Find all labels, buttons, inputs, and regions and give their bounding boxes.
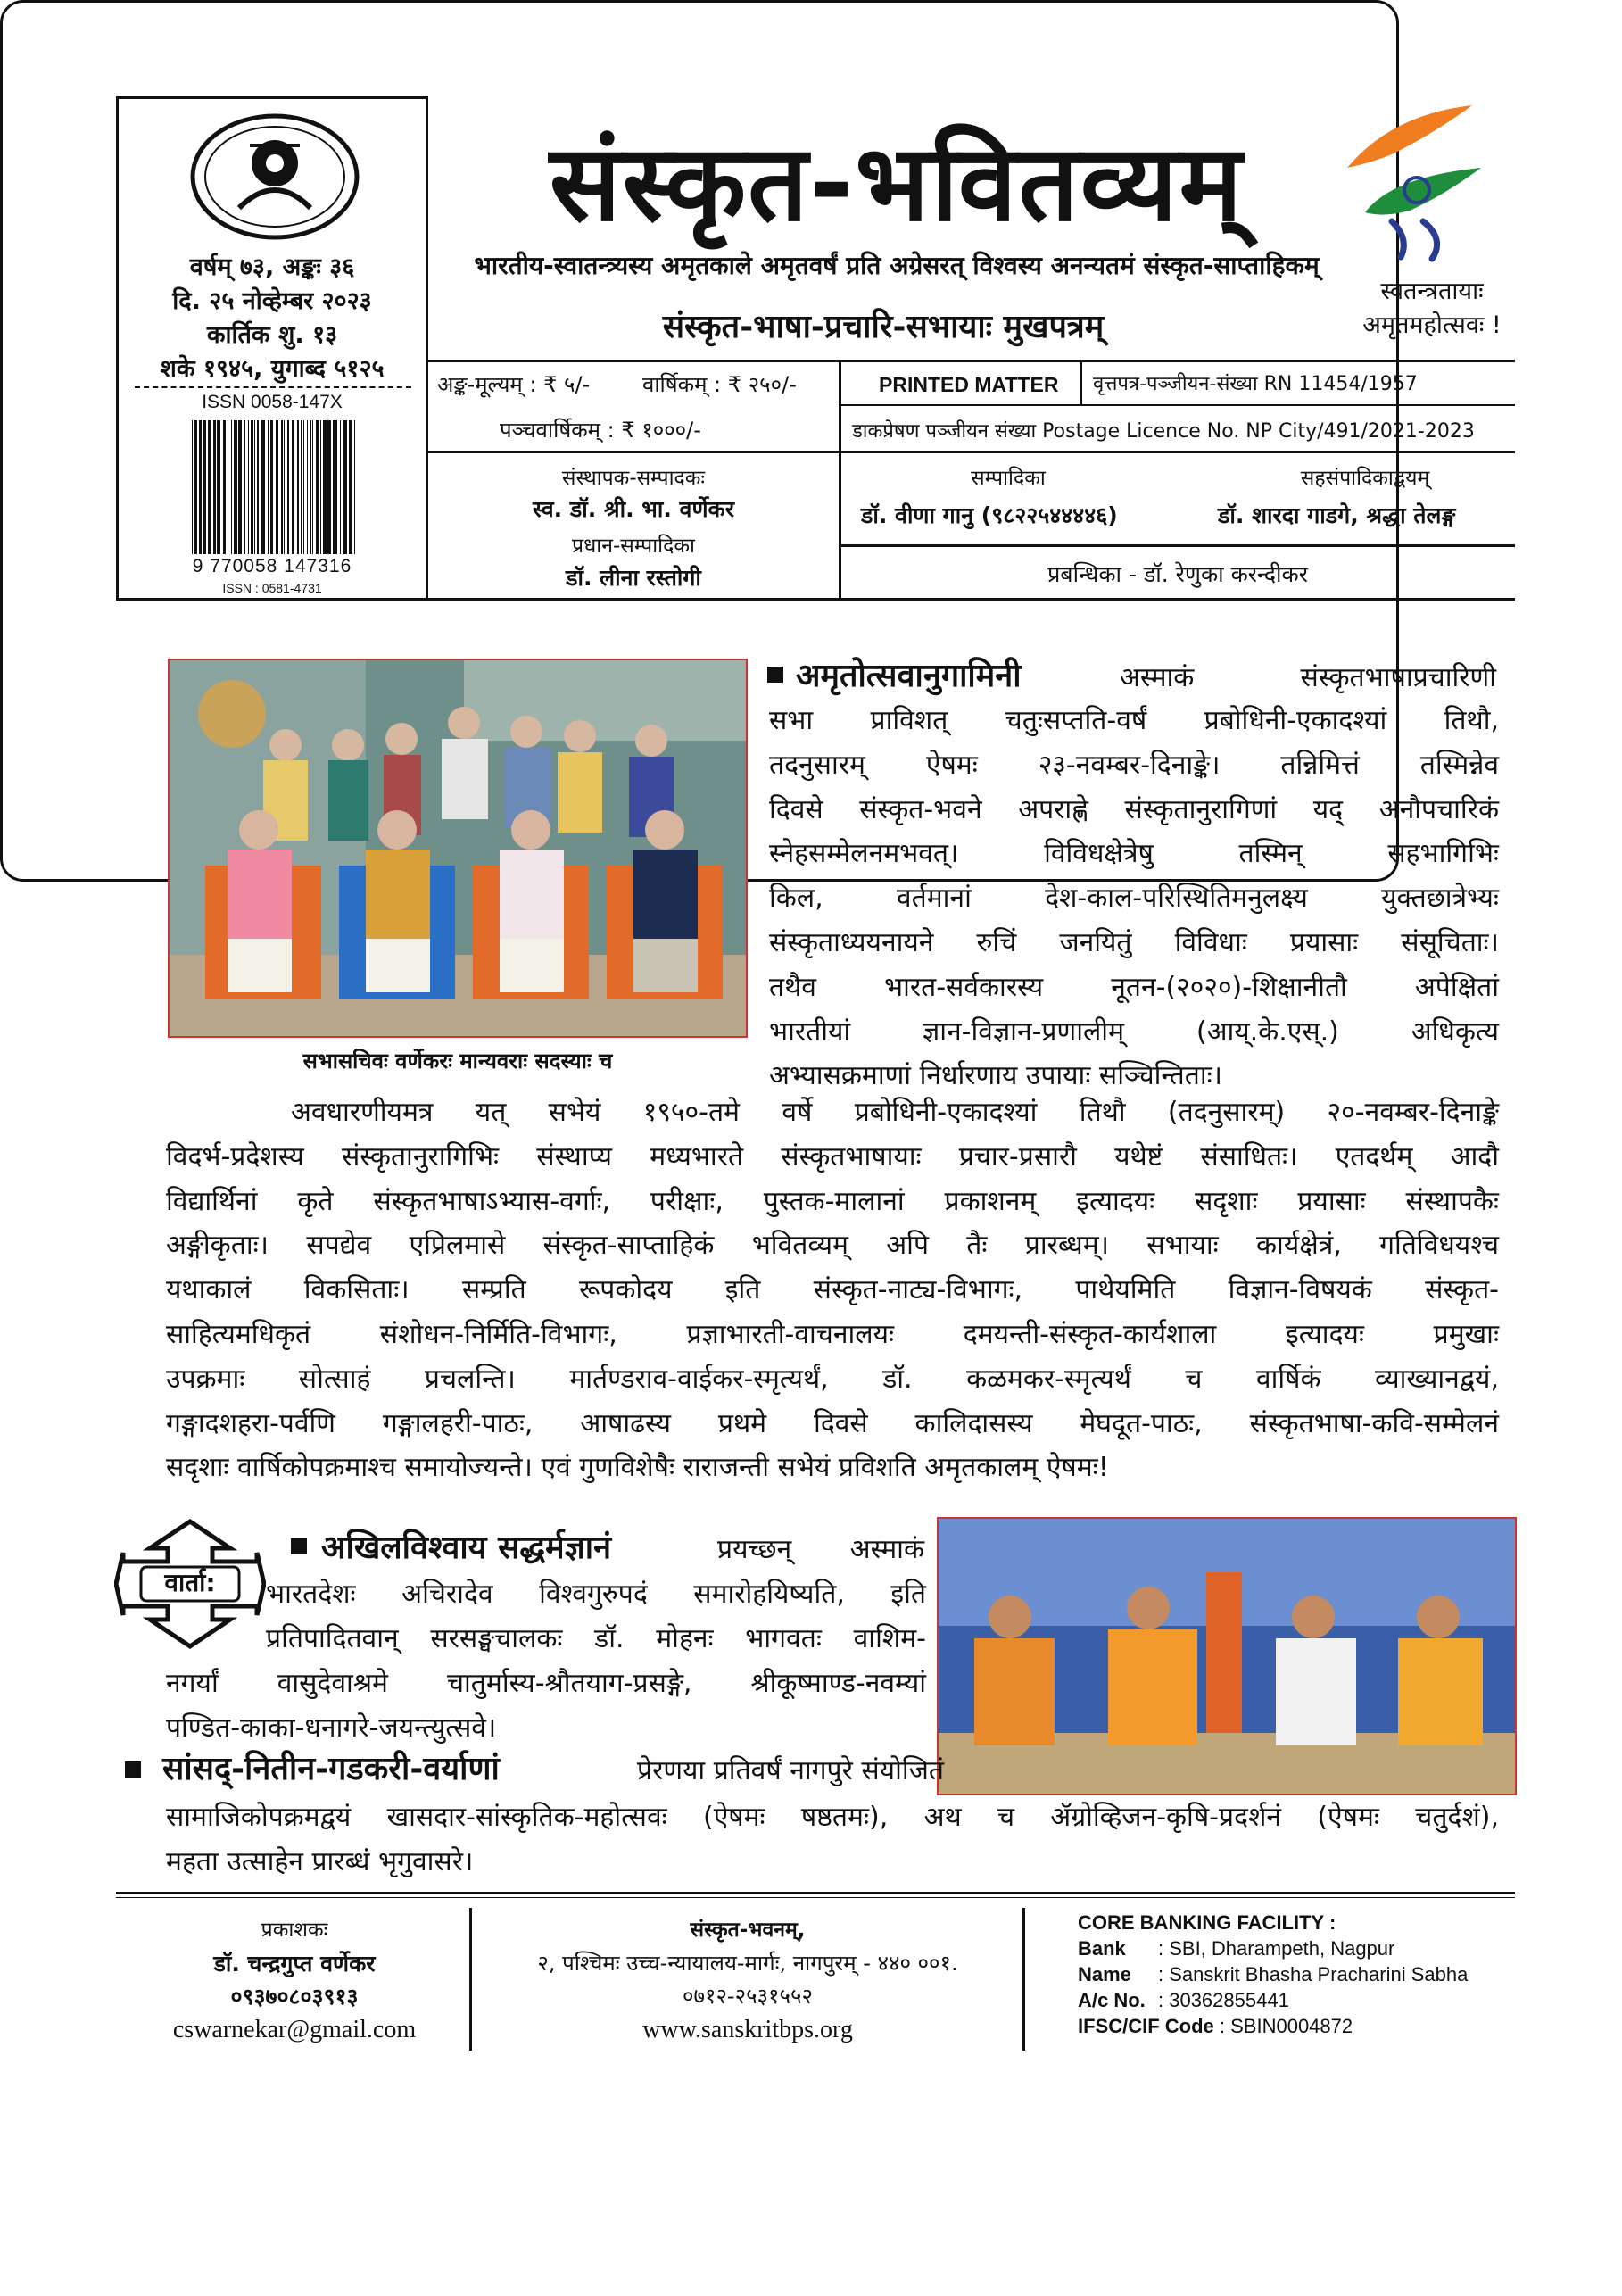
barcode-bar (301, 420, 302, 554)
bank-row (1078, 1987, 1506, 2013)
story2-text-lower (166, 1662, 926, 1751)
story1-line: भारतीयां ज्ञान-विज्ञान-प्रणालीम् (आय्.के.एस्.) अधिकृत्य (769, 1015, 1499, 1048)
story2-text-upper (266, 1572, 926, 1662)
story2-heading: अखिलविश्वाय सद्धर्मज्ञानं (321, 1529, 612, 1566)
bank-row-value: : SBIN0004872 (1219, 2015, 1353, 2037)
masthead-subtitle: भारतीय-स्वातन्त्र्यस्य अमृतकाले अमृतवर्षं प्रति अग्रेसरत् विश्वस्य अनन्यतमं संस्कृत-साप्ताहिकम् (474, 251, 1320, 280)
story2-line: पण्डित-काका-धनागरे-जयन्त्युत्सवे। (166, 1712, 497, 1744)
barcode-bar (323, 420, 327, 554)
bank-row-value: : Sanskrit Bhasha Pracharini Sabha (1158, 1963, 1469, 1985)
office-name: संस्कृत-भवनम्, (690, 1919, 806, 1942)
office-address: २, पश्चिमः उच्च-न्यायालय-मार्गः, नागपुरम् - ४४० ००१. (537, 1951, 958, 1976)
masthead-title: संस्कृत-भवितव्यम् (549, 121, 1245, 245)
flag-caption (1329, 275, 1535, 343)
barcode-bar (192, 420, 193, 554)
postal-registration: डाकप्रेषण पञ्जीयन संख्या Postage Licence No. NP City/491/2021-2023 (852, 420, 1475, 443)
bullet-square-icon (767, 667, 783, 683)
varta-badge (114, 1517, 266, 1651)
barcode-icon (190, 420, 360, 554)
story1-para2 (166, 1090, 1499, 1490)
barcode-bar (335, 420, 337, 554)
story1-para2-line: गङ्गादशहरा-पर्वणि गङ्गालहरी-पाठः, आषाढस्य प्रथमे दिवसे कालिदासस्य मेघदूत-पाठः, संस्कृतभाषा-कवि-सम्मेलनं (166, 1407, 1499, 1439)
flag-caption-line1: स्वतन्त्रतायाः (1380, 278, 1484, 305)
manager: प्रबन्धिका - डॉ. रेणुका करन्दीकर (1047, 561, 1308, 587)
grid-line (428, 360, 1515, 362)
footer-divider (469, 1908, 472, 2051)
barcode-bar (297, 420, 299, 554)
story1-line: स्नेहसम्मेलनमभवत्। विविधक्षेत्रेषु तस्मिन् सहभागिभिः (769, 838, 1499, 870)
barcode-bar (257, 420, 259, 554)
barcode-digits: 9 770058 147316 (192, 556, 352, 576)
founder-label: संस्थापक-सम्पादकः (561, 467, 706, 490)
story1-line: संस्कृताध्ययनायने रुचिं जनयितुं विविधाः प्रयासाः संसूचिताः। (769, 926, 1499, 958)
footer-top-rule (116, 1892, 1515, 1894)
barcode-bar (292, 420, 294, 554)
barcode-bar (281, 420, 283, 554)
bank-row-value: : SBI, Dharampeth, Nagpur (1158, 1937, 1395, 1960)
barcode-bar (343, 420, 347, 554)
barcode-bar (354, 420, 355, 554)
barcode-bar (254, 420, 255, 554)
story3-headline-row (116, 1749, 1515, 1794)
story1-para2-line: विद्यार्थिनां कृते संस्कृतभाषाऽभ्यास-वर्गाः, परीक्षाः, पुस्तक-मालानां प्रकाशनम् इत्यादयः सदृशाः प्रयासाः संस्थापकैः (166, 1185, 1499, 1217)
publisher-phone: ०९३७०८०३९१३ (230, 1984, 359, 2010)
annual-price: वार्षिकम् : ₹ २५०/- (642, 372, 797, 397)
story1-para2-line: उपक्रमाः सोत्साहं प्रचलन्ति। मार्तण्डराव-वाईकर-स्मृत्यर्थं, डॉ. कळमकर-स्मृत्यर्थं च वार्षिकं व्याख्यानद्वयं, (166, 1363, 1499, 1395)
barcode-bar (261, 420, 265, 554)
office-phone: ०७१२-२५३१५५२ (683, 1984, 813, 2009)
barcode-bar (276, 420, 278, 554)
editor-label: सम्पादिका (971, 467, 1046, 490)
bank-row-value: : 30362855441 (1158, 1989, 1289, 2011)
barcode-bar (248, 420, 249, 554)
issn-bottom: ISSN : 0581-4731 (222, 581, 322, 595)
office-block (482, 1914, 1014, 2046)
barcode-bar (217, 420, 220, 554)
barcode-bar (303, 420, 304, 554)
story1-line: तथैव भारत-सर्वकारस्य नूतन-(२०२०)-शिक्षानीतौ अपेक्षितां (769, 971, 1499, 1003)
newspaper-registration: वृत्तपत्र-पञ्जीयन-संख्या RN 11454/1957 (1093, 373, 1418, 395)
barcode-bar (244, 420, 245, 554)
barcode-bar (316, 420, 319, 554)
footer-divider (1022, 1908, 1025, 2051)
barcode-bar (231, 420, 232, 554)
barcode-bar (327, 420, 331, 554)
story2-line: प्रतिपादितवान् सरसङ्घचालकः डॉ. मोहनः भागवतः वाशिम- (266, 1622, 926, 1654)
bank-row (1078, 2013, 1506, 2039)
story2-line: भारतदेशः अचिरादेव विश्वगुरुपदं समारोहयिष्यति, इति (266, 1579, 926, 1610)
story1-line: तदनुसारम् ऐषमः २३-नवम्बर-दिनाङ्के। तन्निमित्तं तस्मिन्नेव (769, 749, 1499, 781)
story2-headline-row (286, 1528, 928, 1572)
bank-row-key: IFSC/CIF Code (1078, 2015, 1214, 2037)
story3-line: प्रेरणया प्रतिवर्षं नागपुरे संयोजितं (637, 1755, 944, 1786)
story1-heading: अमृतोत्सवानुगामिनी (796, 658, 1022, 694)
grid-line (839, 544, 1515, 547)
office-website[interactable]: www.sanskritbps.org (642, 2016, 853, 2043)
story1-para2-line: साहित्यमधिकृतं संशोधन-निर्मिति-विभागः, प्रज्ञाभारती-वाचनालयः दमयन्ती-संस्कृत-कार्यशाला इत्यादयः प्रमुखाः (166, 1318, 1499, 1350)
footer-top-rule (116, 1897, 1515, 1898)
five-year-price: पञ्चवार्षिकम् : ₹ १०००/- (500, 418, 701, 443)
barcode-bar (236, 420, 237, 554)
story1-line: सभा प्राविशत् चतुःसप्तति-वर्षं प्रबोधिनी-एकादश्यां तिथौ, (769, 705, 1499, 736)
story3-text (166, 1795, 1499, 1885)
azadi-flag-logo-icon (1338, 105, 1490, 266)
grid-line (428, 598, 1515, 601)
story1-line: अभ्यासक्रमाणां निर्धारणाय उपायाः सञ्चिन्तिताः। (769, 1060, 1223, 1092)
barcode-bar (213, 420, 216, 554)
story2-line: नगर्यां वासुदेवाश्रमे चातुर्मास्य-श्रौतयाग-प्रसङ्गे, श्रीकूष्माण्ड-नवम्यां (166, 1668, 926, 1699)
barcode-bar (310, 420, 311, 554)
issue-tithi: कार्तिक शु. १३ (206, 321, 338, 349)
grid-line (839, 361, 841, 600)
barcode-bar (208, 420, 211, 554)
barcode-bar (268, 420, 269, 554)
barcode-bar (223, 420, 226, 554)
barcode-bar (194, 420, 197, 554)
barcode-bar (270, 420, 273, 554)
story1-para2-line: सदृशाः वार्षिकोपक्रमाश्च समायोज्यन्ते। एवं गुणविशेषैः राराजन्ती सभेयं प्रविशति अमृतकालम् ऐषमः! (166, 1452, 1109, 1484)
sabha-emblem-icon (186, 110, 364, 244)
story1-para2-line: विदर्भ-प्रदेशस्य संस्कृतानुरागिभिः संस्थाप्य मध्यभारते संस्कृतभाषायाः प्रचार-प्रसारौ यथेष्टं संसाधितः। एतदर्थम् आदौ (166, 1140, 1499, 1173)
bank-row-key: A/c No. (1078, 1989, 1146, 2011)
chief-editor-label: प्रधान-सम्पादिका (572, 535, 695, 558)
year-issue: वर्षम् ७३, अङ्कः ३६ (189, 253, 355, 281)
barcode-bar (203, 420, 206, 554)
bank-row (1078, 1961, 1506, 1987)
barcode-bar (349, 420, 352, 554)
flag-caption-line2: अमृतमहोत्सवः ! (1362, 311, 1502, 339)
printed-matter: PRINTED MATTER (879, 373, 1059, 396)
bank-title: CORE BANKING FACILITY : (1078, 1911, 1336, 1934)
varta-label: वार्ता: (164, 1568, 216, 1597)
founder-name: स्व. डॉ. श्री. भा. वर्णेकर (533, 496, 734, 522)
publisher-block (134, 1914, 455, 2046)
story1-para2-line: यथाकालं विकसिताः। सम्प्रति रूपकोदय इति संस्कृत-नाट्य-विभागः, पाथेयमिति विज्ञान-विषयकं संस्कृत- (166, 1274, 1499, 1306)
story1-line: किल, वर्तमानां देश-काल-परिस्थितिमनुलक्ष्य युक्तछात्रेभ्यः (769, 883, 1499, 915)
story1-para2-line: अवधारणीयमत्र यत् सभेयं १९५०-तमे वर्षे प्रबोधिनी-एकादश्यां तिथौ (तदनुसारम्) २०-नवम्बर-दिनाङ्के (291, 1097, 1499, 1128)
issue-date: दि. २५ नोव्हेम्बर २०२३ (172, 287, 372, 315)
issue-shaka: शके १९४५, युगाब्द ५१२५ (160, 355, 385, 383)
divider (135, 386, 411, 388)
story2-line: प्रयच्छन् अस्माकं (717, 1534, 924, 1565)
coeditors-names: डॉ. शारदा गाडगे, श्रद्धा तेलङ्ग (1218, 502, 1456, 528)
bank-block (1078, 1910, 1506, 2039)
story3-line: महता उत्साहेन प्रारब्धं भृगुवासरे। (166, 1845, 474, 1877)
story1-headline-row (767, 656, 1499, 700)
barcode-bar (340, 420, 341, 554)
story3-line: सामाजिकोपक्रमद्वयं खासदार-सांस्कृतिक-महोत्सवः (ऐषमः षष्ठतमः), अथ च ॲग्रोव्हिजन-कृषि-प्रदर्शनं (ऐषमः चतुर्दशं), (166, 1802, 1499, 1833)
story1-line: अस्माकं संस्कृतभाषाप्रचारिणी (1120, 662, 1496, 693)
publisher-label: प्रकाशकः (261, 1919, 328, 1942)
barcode-bar (312, 420, 313, 554)
group-photo-caption: सभासचिवः वर्णेकरः मान्यवराः सदस्याः च (302, 1049, 613, 1073)
group-photo (168, 659, 748, 1038)
grid-line (839, 404, 1515, 406)
bank-row-key: Bank (1078, 1937, 1126, 1960)
barcode-bar (287, 420, 289, 554)
barcode-bar (320, 420, 321, 554)
masthead-mouthpiece: संस्कृत-भाषा-प्रचारि-सभायाः मुखपत्रम् (662, 309, 1105, 345)
bullet-square-icon (291, 1538, 307, 1554)
story1-para2-line: अङ्गीकृताः। सपद्येव एप्रिलमासे संस्कृत-साप्ताहिकं भवितव्यम् अपि तैः प्रारब्धम्। सभायाः कार्यक्षेत्रं, गतिविधयश्च (166, 1230, 1499, 1262)
publisher-email[interactable]: cswarnekar@gmail.com (172, 2016, 417, 2043)
story1-line: दिवसे संस्कृत-भवने अपराह्णे संस्कृतानुरागिणां यद् अनौपचारिकं (769, 793, 1499, 825)
barcode-bar (234, 420, 236, 554)
bank-row (1078, 1935, 1506, 1961)
barcode-bar (199, 420, 202, 554)
barcode-bar (307, 420, 308, 554)
publisher-name: डॉ. चन्द्रगुप्त वर्णेकर (213, 1951, 376, 1977)
bullet-square-icon (125, 1761, 141, 1778)
story3-heading: सांसद्-नितीन-गडकरी-वर्याणां (162, 1751, 500, 1787)
group-photo-image (170, 660, 746, 1036)
grid-line (428, 451, 1515, 453)
barcode-bar (284, 420, 285, 554)
issue-price: अङ्क-मूल्यम् : ₹ ५/- (437, 372, 591, 397)
grid-line (1080, 361, 1082, 405)
bank-row-key: Name (1078, 1963, 1131, 1985)
issue-info-box (116, 96, 428, 601)
barcode-bar (251, 420, 253, 554)
editor-name: डॉ. वीणा गानु (९८२२५४४४४६) (861, 502, 1118, 528)
issn-top: ISSN 0058-147X (202, 392, 343, 412)
story1-right-column (769, 699, 1499, 1098)
barcode-bar (333, 420, 335, 554)
chief-editor-name: डॉ. लीना रस्तोगी (566, 565, 701, 591)
coeditors-label: सहसंपादिकाद्वयम् (1300, 467, 1430, 490)
barcode-bar (238, 420, 242, 554)
